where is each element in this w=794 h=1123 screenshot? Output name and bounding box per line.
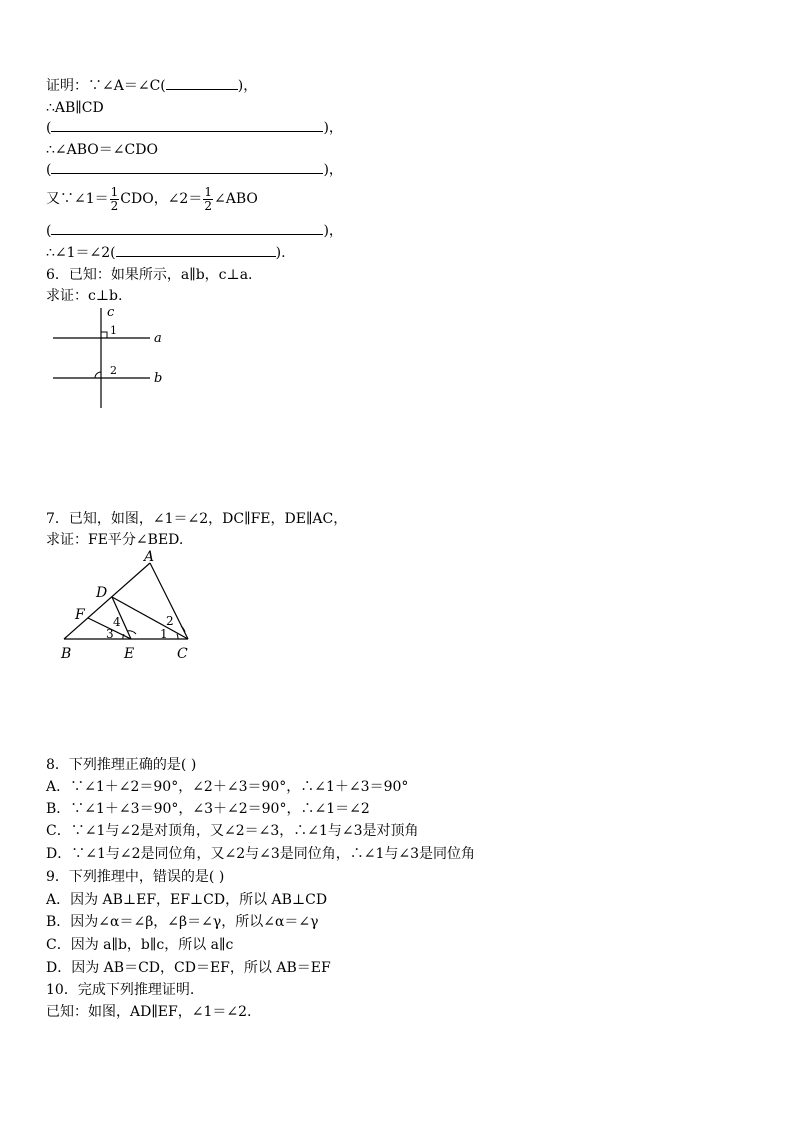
answer-blank[interactable] <box>51 161 323 174</box>
label-b: b <box>154 371 163 386</box>
fraction-half: $\frac{1}{2}$ <box>204 184 212 213</box>
segment-dc <box>112 597 188 639</box>
right-angle-mark <box>101 332 107 338</box>
angle-label-2: 2 <box>166 614 174 628</box>
proof-line-3 <box>46 119 343 137</box>
answer-blank[interactable] <box>166 77 238 90</box>
proof-line-6-suffix: ∠ABO <box>213 191 258 207</box>
q8-option-b[interactable]: B．∵∠1＋∠3＝90°，∠3＋∠2＝90°，∴∠1＝∠2 <box>46 801 370 817</box>
proof-line-8-prefix: ∴∠1＝∠2( <box>46 245 116 261</box>
proof-line-6-prefix: 又∵∠1＝ <box>46 191 109 207</box>
answer-blank[interactable] <box>51 222 323 235</box>
paren-open: ( <box>46 162 52 178</box>
label-C: C <box>177 646 188 662</box>
angle-label-3: 3 <box>106 627 114 641</box>
q7-prove: 求证：FE平分∠BED. <box>46 532 184 548</box>
angle-label-1: 1 <box>160 627 168 641</box>
paren-open: ( <box>46 120 52 136</box>
answer-blank[interactable] <box>116 244 276 257</box>
proof-line-7 <box>46 222 343 240</box>
paren-close: )， <box>323 223 343 239</box>
q9-option-d[interactable]: D．因为 AB＝CD，CD＝EF，所以 AB＝EF <box>46 960 331 976</box>
q10-given: 已知：如图，AD∥EF，∠1＝∠2. <box>46 1004 252 1020</box>
paren-close: )， <box>323 120 343 136</box>
label-c: c <box>107 305 115 320</box>
label-D: D <box>96 585 108 601</box>
q9-option-b[interactable]: B．因为∠α＝∠β，∠β＝∠γ，所以∠α＝∠γ <box>46 914 319 930</box>
proof-line-2: ∴AB∥CD <box>46 100 104 116</box>
q6-prove: 求证：c⊥b. <box>46 288 123 304</box>
proof-line-8 <box>46 244 286 262</box>
paren-close: )， <box>323 162 343 178</box>
paren-open: ( <box>46 223 52 239</box>
label-B: B <box>61 646 72 662</box>
q10-stem: 10．完成下列推理证明. <box>46 982 195 998</box>
proof-line-8-suffix: ). <box>275 245 286 261</box>
q9-option-c[interactable]: C．因为 a∥b，b∥c，所以 a∥c <box>46 937 234 953</box>
q8-stem: 8．下列推理正确的是( ) <box>46 757 197 773</box>
proof-line-5 <box>46 161 343 179</box>
proof-line-1-suffix: )， <box>237 78 258 94</box>
angle-label-2: 2 <box>110 364 117 377</box>
fraction-half: $\frac{1}{2}$ <box>110 184 119 213</box>
label-a: a <box>154 331 162 346</box>
proof-line-1 <box>46 77 257 95</box>
label-F: F <box>75 607 85 623</box>
q9-option-a[interactable]: A．因为 AB⊥EF，EF⊥CD，所以 AB⊥CD <box>46 892 328 908</box>
q7-given: 7．已知，如图，∠1＝∠2，DC∥FE，DE∥AC， <box>46 511 348 527</box>
label-E: E <box>124 646 135 662</box>
label-A: A <box>144 549 155 565</box>
angle-label-1: 1 <box>110 324 117 337</box>
angle-arc-2 <box>95 372 101 378</box>
q8-option-d[interactable]: D．∵∠1与∠2是同位角，又∠2与∠3是同位角，∴∠1与∠3是同位角 <box>46 846 476 862</box>
proof-line-1-prefix: 证明：∵∠A＝∠C( <box>46 78 166 94</box>
q6-figure <box>50 302 180 414</box>
q8-option-c[interactable]: C．∵∠1与∠2是对顶角，又∠2＝∠3，∴∠1与∠3是对顶角 <box>46 823 419 839</box>
angle-label-4: 4 <box>113 615 121 629</box>
proof-line-4: ∴∠ABO＝∠CDO <box>46 142 158 158</box>
answer-blank[interactable] <box>51 119 323 132</box>
q7-figure <box>56 546 206 664</box>
angle-arc-1 <box>177 634 178 639</box>
angle-arc-3 <box>123 634 124 639</box>
proof-line-6 <box>46 184 258 214</box>
proof-line-6-mid: CDO，∠2＝ <box>120 191 203 207</box>
q6-given: 6．已知：如果所示，a∥b，c⊥a. <box>46 267 253 283</box>
q8-option-a[interactable]: A．∵∠1＋∠2＝90°，∠2＋∠3＝90°，∴∠1＋∠3＝90° <box>46 779 409 795</box>
q9-stem: 9．下列推理中，错误的是( ) <box>46 869 225 885</box>
